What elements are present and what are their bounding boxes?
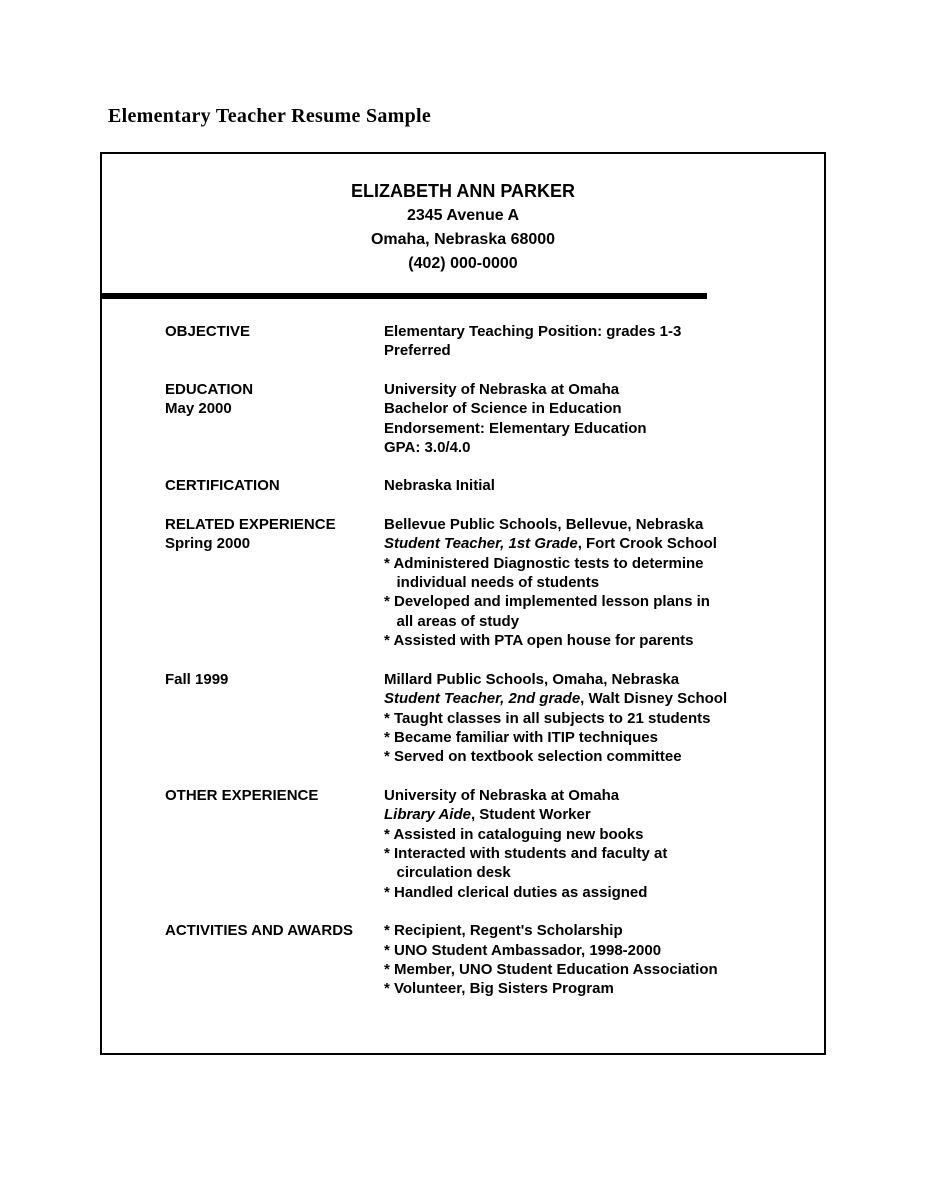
content-segment: * Developed and implemented lesson plans in xyxy=(384,593,710,611)
content-segment: Bachelor of Science in Education xyxy=(384,400,622,418)
content-segment: * Interacted with students and faculty at xyxy=(384,844,668,862)
resume-row xyxy=(165,670,806,767)
content-segment: University of Nebraska at Omaha xyxy=(384,786,620,804)
section-content-column xyxy=(384,515,806,651)
content-line xyxy=(384,747,806,766)
content-segment: Preferred xyxy=(384,342,451,360)
content-line xyxy=(384,322,806,341)
content-segment: * Taught classes in all subjects to 21 students xyxy=(384,709,711,727)
content-line xyxy=(384,728,806,747)
resume-row xyxy=(165,921,806,999)
content-line xyxy=(384,554,806,573)
content-line xyxy=(384,921,806,940)
content-line xyxy=(384,786,806,805)
content-segment-italic: Student Teacher, 1st Grade xyxy=(384,535,578,553)
content-segment: * Recipient, Regent's Scholarship xyxy=(384,922,623,940)
divider-rule xyxy=(100,293,707,299)
content-segment-italic: Student Teacher, 2nd grade xyxy=(384,690,581,708)
content-line xyxy=(384,515,806,534)
content-segment: , Fort Crook School xyxy=(577,535,717,553)
content-line xyxy=(384,341,806,360)
section-content-column xyxy=(384,786,806,902)
content-line xyxy=(384,419,806,438)
content-segment: Millard Public Schools, Omaha, Nebraska xyxy=(384,670,680,688)
content-line xyxy=(384,941,806,960)
content-segment: individual needs of students xyxy=(384,574,600,592)
content-line xyxy=(384,534,806,553)
content-line xyxy=(384,592,806,611)
content-segment: , Student Worker xyxy=(470,806,591,824)
address-line-1: 2345 Avenue A xyxy=(406,207,520,224)
content-line xyxy=(384,438,806,457)
section-label-column xyxy=(165,476,384,495)
content-line xyxy=(384,689,806,708)
content-line xyxy=(384,805,806,824)
content-segment: * Volunteer, Big Sisters Program xyxy=(384,980,614,998)
section-content-column xyxy=(384,670,806,767)
section-content-column xyxy=(384,921,806,999)
phone-number: (402) 000-0000 xyxy=(408,255,518,272)
content-segment: Nebraska Initial xyxy=(384,477,495,495)
section-label-column xyxy=(165,670,384,767)
content-line xyxy=(384,960,806,979)
resume-body xyxy=(102,322,824,999)
resume-box xyxy=(100,152,826,1055)
address-line-2: Omaha, Nebraska 68000 xyxy=(370,231,556,248)
content-segment-italic: Library Aide xyxy=(384,806,471,824)
content-segment: * UNO Student Ambassador, 1998-2000 xyxy=(384,941,662,959)
section-label-line: RELATED EXPERIENCE xyxy=(165,515,336,533)
section-label-line: EDUCATION xyxy=(165,380,254,398)
content-line xyxy=(384,979,806,998)
content-segment: * Assisted with PTA open house for parents xyxy=(384,632,694,650)
applicant-name: ELIZABETH ANN PARKER xyxy=(351,181,575,201)
content-line xyxy=(384,670,806,689)
content-line xyxy=(384,863,806,882)
content-segment: * Served on textbook selection committee xyxy=(384,748,682,766)
content-line xyxy=(384,573,806,592)
section-label-line: Spring 2000 xyxy=(165,535,251,553)
content-segment: * Handled clerical duties as assigned xyxy=(384,883,648,901)
resume-row xyxy=(165,786,806,902)
content-line xyxy=(384,380,806,399)
section-label-line: Fall 1999 xyxy=(165,670,229,688)
content-segment: * Administered Diagnostic tests to determine xyxy=(384,554,704,572)
content-segment: Endorsement: Elementary Education xyxy=(384,419,647,437)
content-line xyxy=(384,825,806,844)
resume-row xyxy=(165,476,806,495)
content-line xyxy=(384,399,806,418)
content-segment: * Became familiar with ITIP techniques xyxy=(384,728,658,746)
section-label-line: OTHER EXPERIENCE xyxy=(165,786,319,804)
content-segment: circulation desk xyxy=(384,864,511,882)
content-line xyxy=(384,476,806,495)
content-line xyxy=(384,612,806,631)
content-line xyxy=(384,883,806,902)
section-label-column xyxy=(165,786,384,902)
content-segment: * Assisted in cataloguing new books xyxy=(384,825,644,843)
section-label-column xyxy=(165,322,384,361)
content-segment: University of Nebraska at Omaha xyxy=(384,380,620,398)
content-segment: GPA: 3.0/4.0 xyxy=(384,439,471,457)
section-label-line: CERTIFICATION xyxy=(165,477,280,495)
content-segment: all areas of study xyxy=(384,612,520,630)
resume-header xyxy=(102,179,824,276)
section-label-line: ACTIVITIES AND AWARDS xyxy=(165,922,354,940)
section-content-column xyxy=(384,380,806,458)
resume-row xyxy=(165,322,806,361)
document-title: Elementary Teacher Resume Sample xyxy=(108,105,432,127)
resume-row xyxy=(165,380,806,458)
content-line xyxy=(384,709,806,728)
content-line xyxy=(384,844,806,863)
content-segment: , Walt Disney School xyxy=(580,690,728,708)
content-segment: Bellevue Public Schools, Bellevue, Nebraska xyxy=(384,515,704,533)
section-label-line: May 2000 xyxy=(165,400,232,418)
section-content-column xyxy=(384,322,806,361)
content-line xyxy=(384,631,806,650)
content-segment: * Member, UNO Student Education Association xyxy=(384,960,718,978)
section-label-column xyxy=(165,380,384,458)
section-label-line: OBJECTIVE xyxy=(165,323,251,340)
section-label-column xyxy=(165,921,384,999)
resume-row xyxy=(165,515,806,651)
section-label-column xyxy=(165,515,384,651)
section-content-column xyxy=(384,476,806,495)
content-segment: Elementary Teaching Position: grades 1-3 xyxy=(384,323,682,340)
